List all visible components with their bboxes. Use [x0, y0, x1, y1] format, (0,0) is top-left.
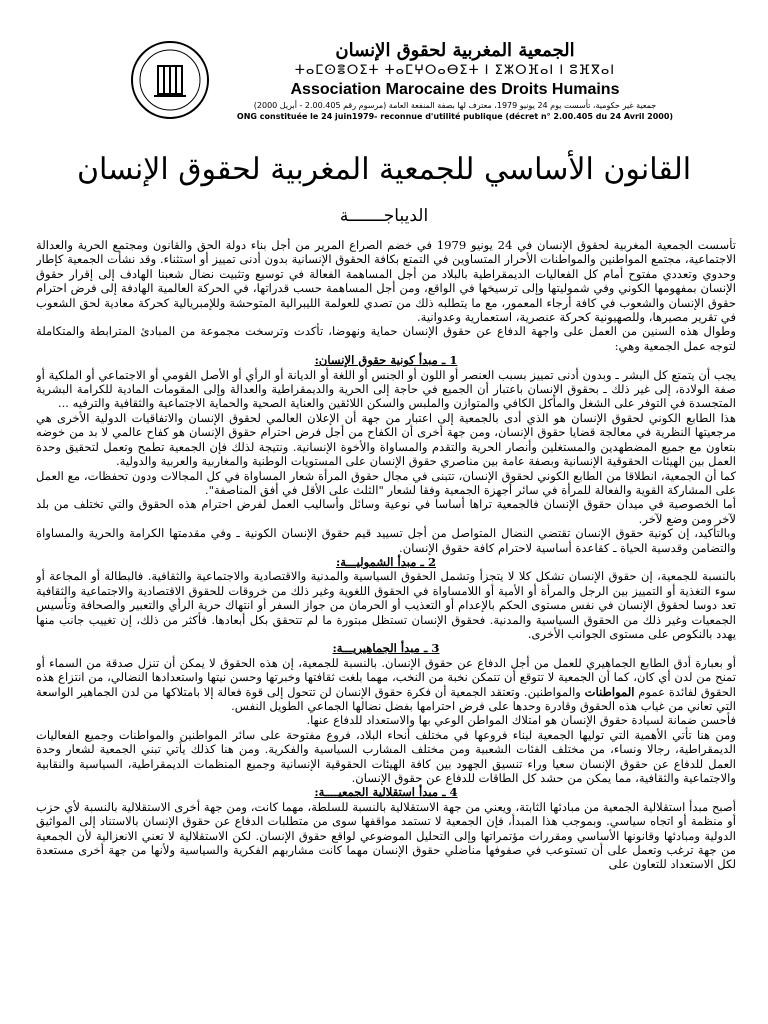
paragraph: وبالتأكيد، إن كونية حقوق الإنسان تقتضي النضال المتواصل من أجل تسييد قيم حقوق الإنسان الكونية ـ وفي مقدمتها الكرامة والحرية والمساواة والتضامن وقدسية الحياة ـ كقاعدة أساسية لاحترام كافة حقوق الإنسان. [36, 526, 736, 555]
principle-heading-1: 1 ـ مبدأ كونية حقوق الإنسان: [314, 353, 458, 368]
paragraph: هذا الطابع الكوني لحقوق الإنسان هو الذي أدى بالجمعية إلى اعتبار من جهة أن الإعلان العالمي لحقوق الإنسان والاتفاقيات الدولية الأخرى هي مرجعيتها النظرية في معالجة قضايا حقوق الإنسان، ومن جهة أخرى أن الكفاح من أجل فرض احترام حقوق الإنسان هو كفاح عالمي لا بد من خوضه بتعاون مع جميع المضطهدين والمستغلين وأنصار الحرية والتقدم والمساواة والأخوة الإنسانية. ونتيجة لذلك فإن الجمعية تطمح وتعمل لتحقيق وحدة العمل بين الهيئات الحقوقية الإنسانية وبصفة عامة بين مناصري حقوق الإنسان على المستويات الوطنية والمغاربية والعربية والدولية. [36, 410, 736, 469]
seal-logo-icon [130, 40, 210, 120]
paragraph [36, 656, 736, 714]
legal-note-fr: ONG constituée le 24 juin1979- reconnue d'utilité publique (décret n° 2.00.405 du 24 Avril 2000) [236, 112, 674, 121]
text-run: والمواطنين. وتعتقد الجمعية أن فكرة حقوق الإنسان لن تتحول إلى قوة فعالة إلا بامتلاكها من لدن الجماهير الواسعة التي تعاني من غياب هذه الحقوق وقادرة وحدها على فرض احترامها بفضل نضالها الجماعي الطويل النفس. [36, 684, 736, 713]
org-name-tifinagh: ⵜⴰⵎⵙⴻⵔⵉⵜ ⵜⴰⵎⵖⵔⴰⴱⵉⵜ ⵏ ⵉⵣⵔⴼⴰⵏ ⵏ ⵓⴼⴳⴰⵏ [294, 63, 616, 78]
paragraph: أما الخصوصية في ميدان حقوق الإنسان فالجمعية تراها أساسا في نوعية وسائل وأساليب العمل لفرض احترام هذه الحقوق والتي تختلف من بلد لآخر ومن وضع لآخر. [36, 497, 736, 526]
paragraph: وطوال هذه السنين من العمل على واجهة الدفاع عن حقوق الإنسان حماية ونهوضا، تأكدت وترسخت مجموعة من المبادئ المترابطة والمتكاملة لتوجه عمل الجمعية وهي: [36, 324, 736, 353]
document-title: القانون الأساسي للجمعية المغربية لحقوق الإنسان [76, 152, 692, 187]
paragraph: تأسست الجمعية المغربية لحقوق الإنسان في 24 يونيو 1979 في خضم الصراع المرير من أجل بناء دولة الحق والقانون ومجتمع الحرية والعدالة الاجتماعية، مجتمع المواطنين والمواطنات الأحرار المتساوين في التمتع بكافة الحقوق الإنسانية بدون أدنى تمييز أو استثناء. وقد نشأت الجمعية كإطار وحدوي وتعددي مفتوح أمام كل الفعاليات الديمقراطية بالبلاد من أجل المساهمة الفعالة في توسيع وتثبيت نضال شعبنا الهادف إلى إقرار حقوق الإنسان بمفهومها الكوني وفي شموليتها وإلى ترسيخها في الواقع، ومن أجل المساهمة حسب قدراتها، في الحركة العالمية الهادفة إلى فرض احترام حقوق الإنسان والشعوب في كافة أرجاء المعمور، مع ما يتطلبه ذلك من تصدي للعولمة الليبرالية المتوحشة وللإمبريالية كحركة معادية لحق الشعوب في تقرير مصيرها، وللصهيونية كحركة عنصرية، استعمارية وعدوانية. [36, 238, 736, 325]
paragraph: ومن هنا تأتي الأهمية التي توليها الجمعية لبناء فروعها في مختلف أنحاء البلاد، فروع مفتوحة على سائر المواطنين والمواطنات وجميع الفعاليات الديمقراطية، رجالا ونساء، من مختلف الفئات الشعبية ومن مختلف المشارب السياسية والفكرية. ومن هنا كذلك يأتي تبني الجمعية لشعار وحدة العمل للدفاع عن حقوق الإنسان سعيا وراء تنسيق الجهود بين كافة الهيئات الحقوقية الإنسانية وجميع المنظمات الديمقراطية، السياسية والنقابية والاجتماعية والثقافية، مما يمكن من حشد كل الطاقات للدفاع عن حقوق الإنسان. [36, 727, 736, 786]
document-body [36, 238, 736, 1024]
principle-heading-4: 4 ـ مبدأ استقلالية الجمعيــــة: [314, 785, 458, 800]
paragraph: كما أن الجمعية، انطلاقا من الطابع الكوني لحقوق الإنسان، تتبنى في مجال حقوق المرأة شعار المساواة في كل المجالات ودون تحفظات، مع العمل على المشاركة القوية والفعالة للمرأة في سائر أجهزة الجمعية وفقا لشعار "الثلث على الأقل في أفق المناصفة". [36, 468, 736, 497]
paragraph: فأحسن ضمانة لسيادة حقوق الإنسان هو امتلاك المواطن الوعي بها والاستعداد للدفاع عنها. [306, 713, 736, 728]
legal-note-ar: جمعية غير حكومية، تأسست يوم 24 يونيو 1979، معترف لها بصفة المنفعة العامة (مرسوم رقم 2.00.405 - أبريل 2000) [253, 101, 657, 110]
org-name-fr: Association Marocaine des Droits Humains [290, 81, 620, 98]
paragraph: يجب أن يتمتع كل البشر ـ وبدون أدنى تمييز بسبب العنصر أو اللون أو الجنس أو اللغة أو الديانة أو الرأي أو الأصل القومي أو الاجتماعي أو الملكية أو صفة الولادة، إلى غير ذلك ـ بحقوق الإنسان باعتبار أن الجميع في حاجة إلى الحرية والديمقراطية والعدالة وإلى المقومات المادية للكرامة البشرية المتجسدة في التوفر على الشغل والمأكل الكافي والمتوازن والملبس والسكن اللائقين والعناية الصحية والحماية الاجتماعية والثقافية والترفيه ... [36, 367, 736, 411]
bold-text-run: المواطنات [584, 684, 635, 699]
section-preamble-heading: الديباجـــــــة [339, 206, 429, 226]
principle-heading-3: 3 ـ مبدأ الجماهيريـــة: [332, 641, 440, 656]
text-run: أو بعبارة أدق الطابع الجماهيري للعمل من أجل الدفاع عن حقوق الإنسان. بالنسبة للجمعية، إن هذه الحقوق لا يمكن أن تنزل صدقة من السماء أو تمنح من لدن أي كان، كما أن الجمعية لا تتوقع أن تتمكن نخبة من النخب، مهما بلغت ثقافتها وخبرتها وحسن نيتها واستعدادها النضالي، من انتزاع هذه الحقوق لفائدة عموم [36, 655, 736, 699]
org-block [220, 40, 690, 122]
org-name-ar: الجمعية المغربية لحقوق الإنسان [335, 40, 575, 61]
paragraph: أصبح مبدأ استقلالية الجمعية من مبادئها الثابتة، ويعني من جهة الاستقلالية بالنسبة للسلطة، مهما كانت، ومن جهة أخرى الاستقلالية بالنسبة لأي حزب أو منظمة أو اتجاه سياسي. وبموجب هذا المبدأ، فإن الجمعية لا تستمد مواقفها سوى من متطلبات الدفاع عن حقوق الإنسان بالاستناد إلى المواثيق الدولية ومبادئها وقانونها الأساسي ومقررات مؤتمراتها وإلى التحليل الموضوعي لواقع حقوق الإنسان. لكن الاستقلالية لا تعني الانعزالية لأن الجمعية من جهة ترغب وتعمل على أن تستوعب في صفوفها مناضلي حقوق الإنسان مهما كانت مشاربهم الفكرية والسياسية ولأنها من جهة أخرى مستعدة لكل الاستعداد للتعاون على [36, 799, 736, 872]
letterhead [130, 40, 674, 140]
paragraph: بالنسبة للجمعية، إن حقوق الإنسان تشكل كلا لا يتجزأ وتشمل الحقوق السياسية والمدنية والاقتصادية والاجتماعية والثقافية. فالبطالة أو المجاعة أو سوء التغذية أو التمييز بين الرجل والمرأة أو الأمية أو اللامساواة في الحقوق اللغوية وغير ذلك من خروقات للحقوق الاقتصادية والاجتماعية والثقافية تعد دوسا لحقوق الإنسان في نفس مستوى الحكم بالإعدام أو التعذيب أو الحرمان من جواز السفر أو انتهاك حرية الرأي والتعبير والصحافة وتأسيس الجمعيات وغير ذلك من الحقوق السياسية والمدنية. فحقوق الإنسان تستظل مبتورة ما لم تتحقق بكل أبعادها. فأكثر من ذلك، إن تغييب جانب منها يهدد بالنكوص على مستوى الجوانب الأخرى. [36, 569, 736, 641]
principle-heading-2: 2 ـ مبدأ الشموليـــة: [335, 554, 437, 569]
